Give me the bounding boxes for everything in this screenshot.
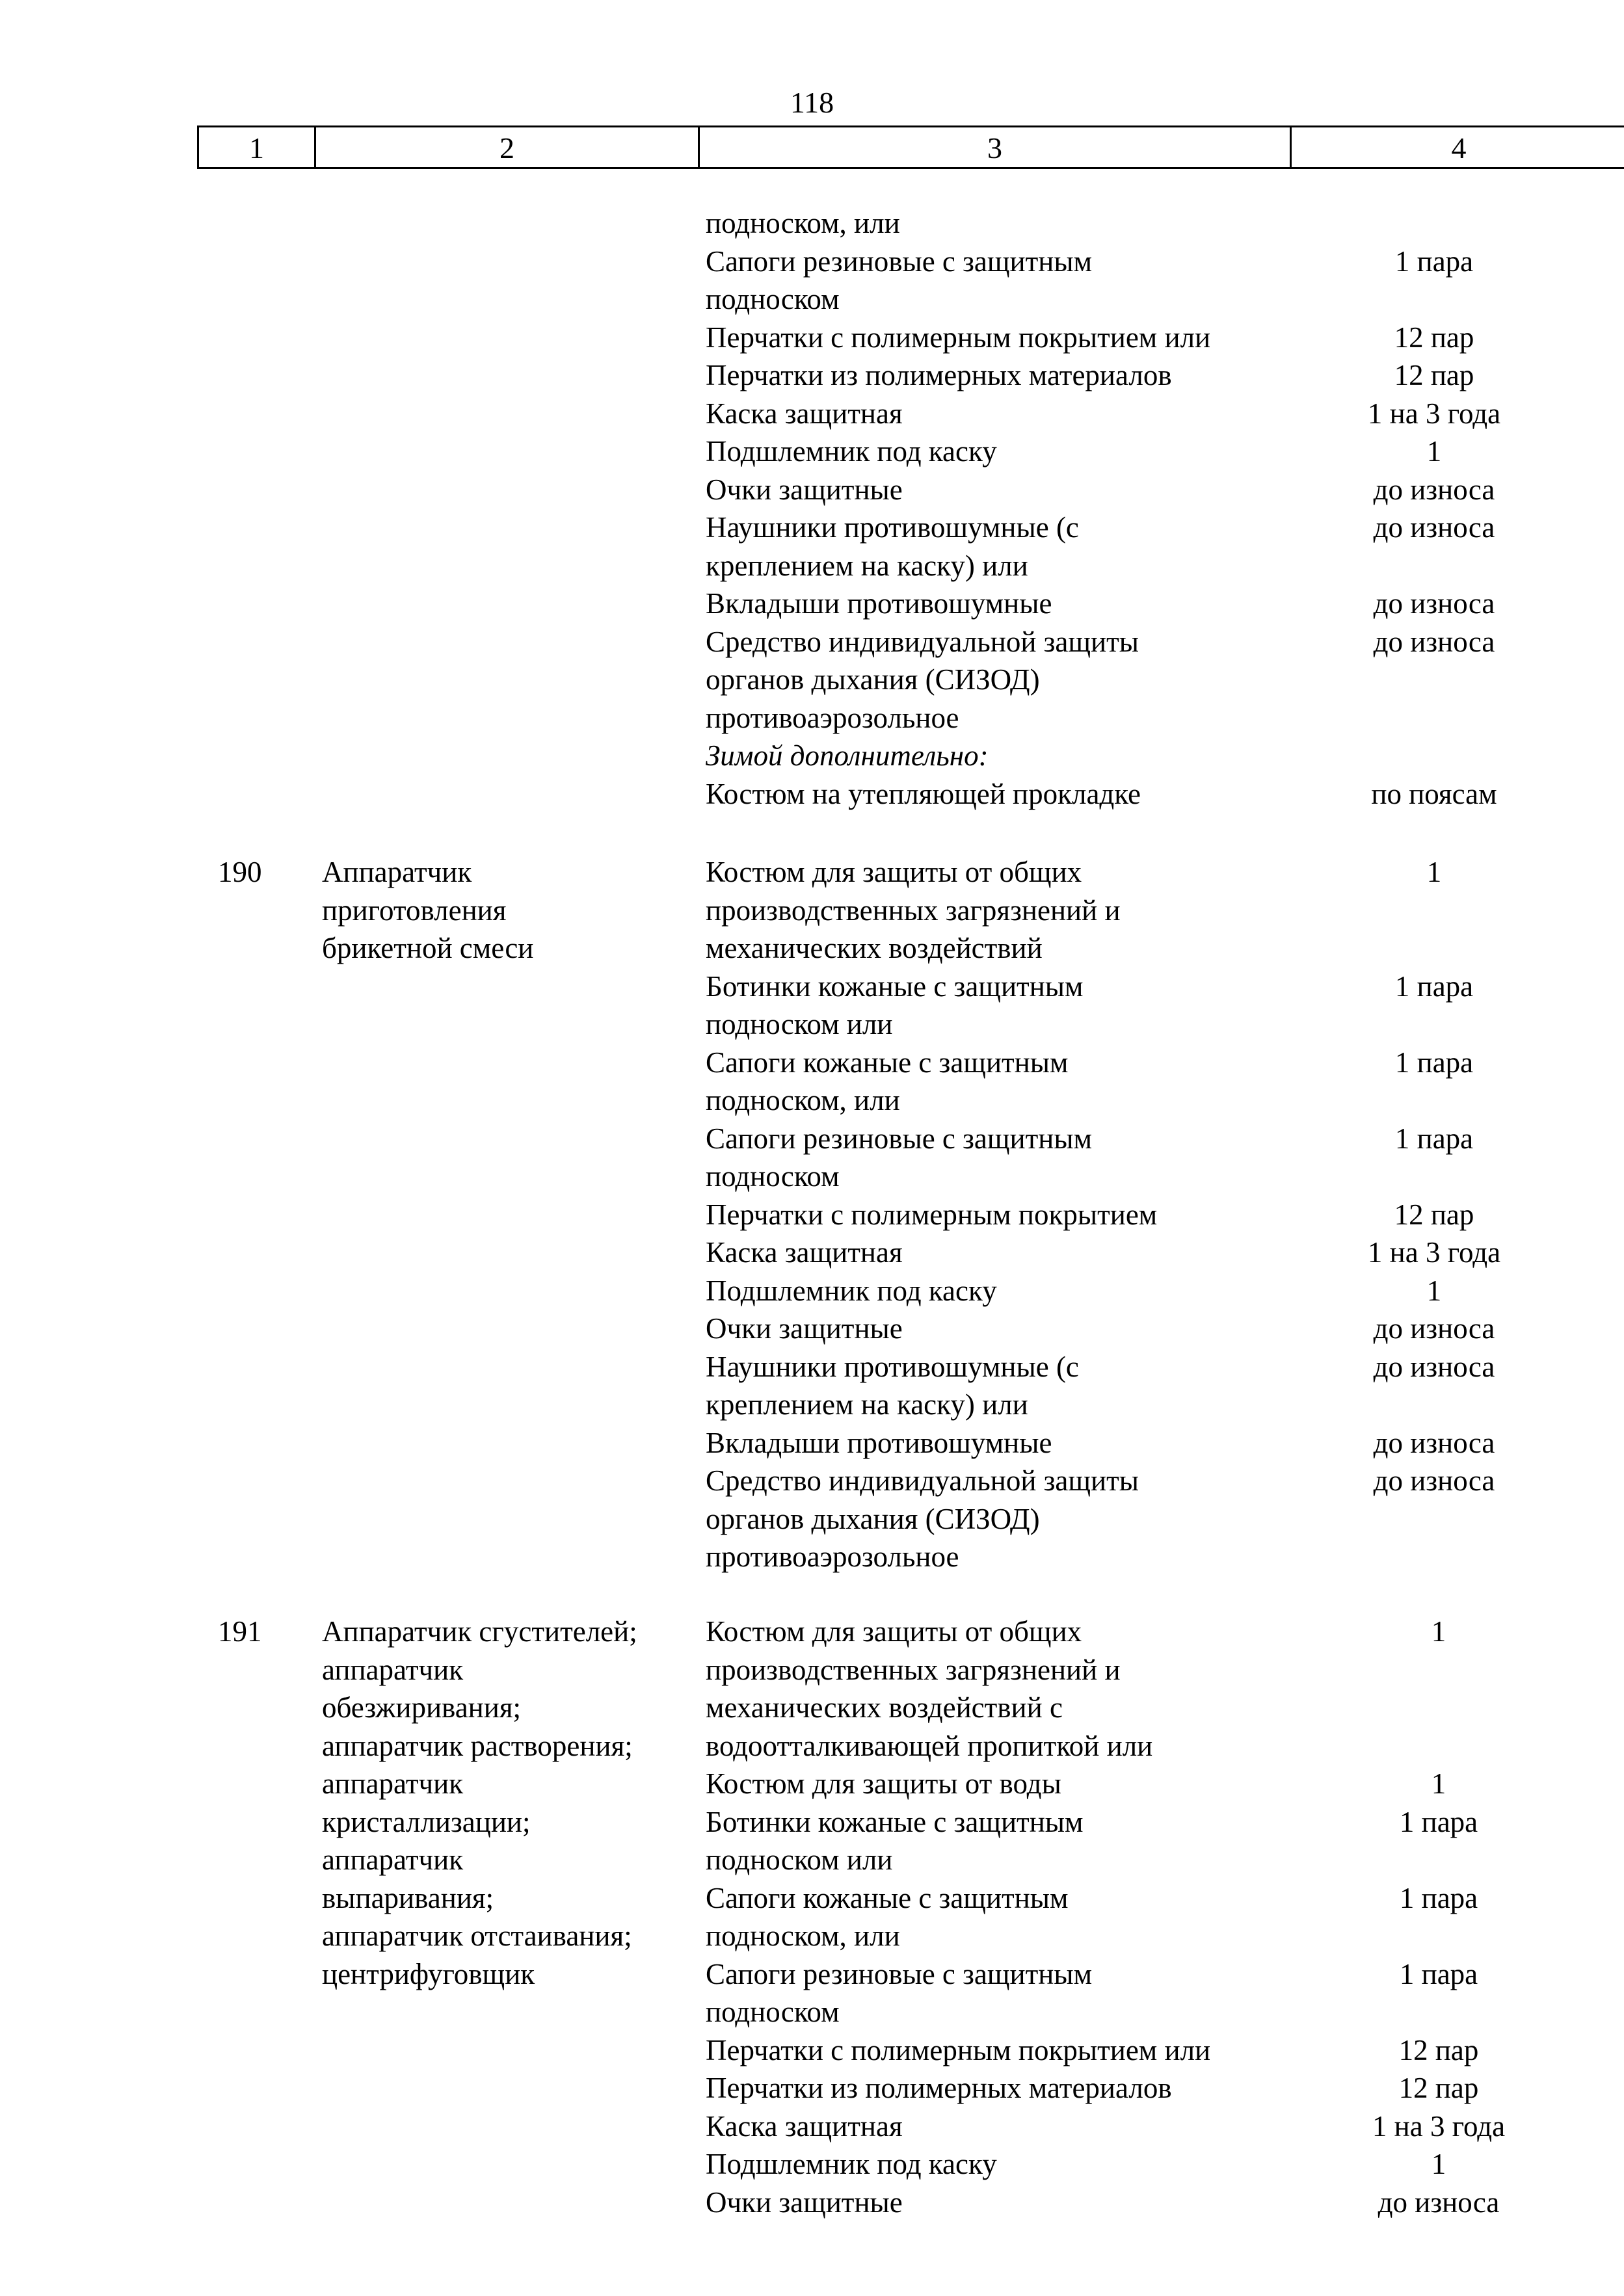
item-line: Подшлемник под каску [706,435,997,468]
item-line: Ботинки кожаные с защитным [706,1805,1084,1838]
item-quantity: 1 пара [1394,970,1474,1003]
header-col-2: 2 [316,127,700,167]
item-line: органов дыхания (СИЗОД) [706,663,1040,696]
item-line: противоаэрозольное [706,701,959,734]
item-line: Подшлемник под каску [706,2148,997,2180]
item-line: Костюм для защиты от общих [706,856,1082,888]
profession-line: центрифуговщик [322,1957,535,1990]
item-line: подноском, или [706,207,900,239]
item-line: Сапоги кожаные с защитным [706,1881,1069,1914]
item-line: механических воздействий с [706,1691,1063,1724]
entry-number: 191 [218,1615,262,1648]
item-line: креплением на каску) или [706,549,1028,582]
item-line: противоаэрозольное [706,1540,959,1573]
item-quantity: 1 на 3 года [1367,1236,1501,1269]
item-line: креплением на каску) или [706,1388,1028,1421]
item-quantity: 1 на 3 года [1372,2109,1506,2143]
item-quantity: 1 [1431,1767,1446,1800]
item-line: подноском, или [706,1084,900,1116]
item-quantity: до износа [1373,473,1495,506]
header-col-3: 3 [700,127,1292,167]
item-line: Очки защитные [706,473,903,506]
header-col-1: 1 [199,127,316,167]
item-line: органов дыхания (СИЗОД) [706,1502,1040,1535]
item-line: подноском, или [706,1920,900,1952]
profession-line: аппаратчик [322,1653,464,1686]
item-line: Сапоги резиновые с защитным [706,244,1093,278]
item-line: Каска защитная [706,2109,903,2143]
item-quantity: 1 пара [1394,244,1474,278]
item-line: Каска защитная [706,1236,903,1269]
item-quantity: 1 [1431,1615,1446,1648]
page-number: 118 [790,86,834,119]
item-line: подноском [706,1160,840,1193]
item-line: производственных загрязнений и [706,893,1121,927]
item-line: Наушники противошумные (с [706,1350,1079,1383]
item-quantity: 12 пар [1394,359,1474,391]
item-line: Перчатки с полимерным покрытием [706,1198,1158,1231]
item-line: водоотталкивающей пропиткой или [706,1729,1153,1762]
item-line: Вкладыши противошумные [706,587,1052,620]
item-line: механических воздействий [706,932,1043,964]
item-quantity: 12 пар [1394,1198,1474,1231]
item-quantity: до износа [1373,511,1495,544]
item-quantity: по поясам [1371,777,1497,810]
item-line: Перчатки с полимерным покрытием или [706,2033,1211,2066]
item-line: Средство индивидуальной защиты [706,625,1139,658]
item-quantity: 12 пар [1398,2072,1479,2104]
item-quantity: 12 пар [1394,321,1474,354]
profession-line: аппаратчик растворения; [322,1729,633,1762]
item-line: Очки защитные [706,1312,903,1345]
item-line: Перчатки из полимерных материалов [706,359,1172,391]
item-line: Подшлемник под каску [706,1274,997,1307]
item-line: подноском или [706,1843,893,1876]
profession-line: обезжиривания; [322,1691,522,1724]
item-quantity: до износа [1373,1312,1495,1345]
profession-line: Аппаратчик [322,856,472,888]
item-quantity: 1 пара [1399,1957,1478,1990]
item-line: Перчатки из полимерных материалов [706,2072,1172,2104]
item-quantity: до износа [1373,1426,1495,1459]
item-line: подноском или [706,1008,893,1040]
item-quantity: до износа [1373,587,1495,620]
item-line: Каска защитная [706,397,903,430]
profession-line: аппаратчик [322,1843,464,1876]
item-quantity: до износа [1373,1464,1495,1497]
item-line: производственных загрязнений и [706,1653,1121,1686]
item-quantity: 12 пар [1398,2033,1479,2066]
item-quantity: до износа [1373,625,1495,658]
table-header [197,125,1624,169]
item-line: подноском [706,283,840,315]
item-line: Ботинки кожаные с защитным [706,970,1084,1003]
item-quantity: 1 [1431,2148,1446,2180]
entry-number: 190 [218,856,262,888]
item-line: Сапоги резиновые с защитным [706,1957,1093,1990]
item-quantity: до износа [1373,1350,1495,1383]
item-line: Наушники противошумные (с [706,511,1079,544]
profession-line: выпаривания; [322,1881,494,1914]
item-quantity: 1 [1426,1274,1442,1307]
item-quantity: 1 [1426,435,1442,468]
item-quantity: до износа [1378,2185,1500,2219]
item-quantity: 1 на 3 года [1367,397,1501,430]
item-line: Очки защитные [706,2185,903,2219]
item-line: Перчатки с полимерным покрытием или [706,321,1211,354]
item-line: Костюм для защиты от воды [706,1767,1061,1800]
item-line: Сапоги кожаные с защитным [706,1046,1069,1079]
item-quantity: 1 пара [1399,1881,1478,1914]
item-line: Зимой дополнительно: [706,739,989,772]
item-line: подноском [706,1996,840,2028]
item-line: Средство индивидуальной защиты [706,1464,1139,1497]
item-quantity: 1 [1426,856,1442,888]
profession-line: Аппаратчик сгустителей; [322,1615,637,1648]
item-line: Костюм для защиты от общих [706,1615,1082,1648]
profession-line: кристаллизации; [322,1805,531,1838]
item-quantity: 1 пара [1394,1122,1474,1155]
header-col-4: 4 [1451,131,1467,165]
profession-line: приготовления [322,893,507,927]
profession-line: аппаратчик отстаивания; [322,1920,632,1952]
item-line: Вкладыши противошумные [706,1426,1052,1459]
profession-line: брикетной смеси [322,932,534,964]
profession-line: аппаратчик [322,1767,464,1800]
item-line: Сапоги резиновые с защитным [706,1122,1093,1155]
item-quantity: 1 пара [1394,1046,1474,1079]
item-line: Костюм на утепляющей прокладке [706,777,1141,810]
item-quantity: 1 пара [1399,1805,1478,1838]
